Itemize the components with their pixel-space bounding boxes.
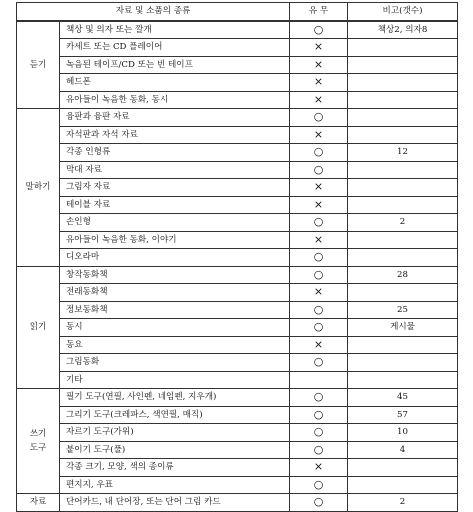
note-cell: 10	[348, 424, 458, 442]
item-cell: 동시	[60, 319, 290, 337]
item-cell: 전래동화책	[60, 284, 290, 302]
table-row	[17, 424, 458, 442]
item-cell: 각종 인형류	[60, 144, 290, 162]
note-cell	[348, 476, 458, 494]
table-row	[17, 441, 458, 459]
item-cell: 헤드폰	[60, 74, 290, 92]
category-cell: 듣기	[17, 21, 60, 109]
item-cell: 붙이기 도구(풀)	[60, 441, 290, 459]
availability-cell: ○	[290, 249, 348, 267]
availability-cell: ○	[290, 21, 348, 39]
item-cell: 그림자 자료	[60, 179, 290, 197]
note-cell	[348, 371, 458, 389]
item-cell: 필기 도구(연필, 사인펜, 네임펜, 지우개)	[60, 389, 290, 407]
item-cell: 정보동화책	[60, 301, 290, 319]
table-row	[17, 371, 458, 389]
table-row	[17, 74, 458, 92]
note-cell: 책상2, 의자8	[348, 21, 458, 39]
note-cell	[348, 336, 458, 354]
category-cell: 자료	[17, 494, 60, 512]
note-cell	[348, 74, 458, 92]
item-cell: 테이블 자료	[60, 196, 290, 214]
availability-cell: ×	[290, 91, 348, 109]
note-cell	[348, 284, 458, 302]
note-cell: 45	[348, 389, 458, 407]
availability-cell: ○	[290, 406, 348, 424]
availability-cell	[290, 371, 348, 389]
availability-cell: ×	[290, 196, 348, 214]
header-note: 비고(갯수)	[348, 3, 458, 21]
item-cell: 손인형	[60, 214, 290, 232]
table-row	[17, 126, 458, 144]
note-cell	[348, 354, 458, 372]
availability-cell: ○	[290, 266, 348, 284]
table-row	[17, 301, 458, 319]
note-cell	[348, 196, 458, 214]
table-row	[17, 144, 458, 162]
table-row	[17, 161, 458, 179]
table-row	[17, 39, 458, 57]
table-row	[17, 494, 458, 512]
note-cell: 2	[348, 214, 458, 232]
note-cell	[348, 91, 458, 109]
item-cell: 편지지, 우표	[60, 476, 290, 494]
note-cell	[348, 109, 458, 127]
category-cell: 말하기	[17, 109, 60, 267]
note-cell: 57	[348, 406, 458, 424]
header-type: 자료 및 소품의 종류	[17, 3, 290, 21]
item-cell: 창작동화책	[60, 266, 290, 284]
item-cell: 녹음된 테이프/CD 또는 빈 테이프	[60, 56, 290, 74]
availability-cell: ×	[290, 74, 348, 92]
availability-cell: ○	[290, 354, 348, 372]
availability-cell: ×	[290, 284, 348, 302]
category-cell: 읽기	[17, 266, 60, 389]
table-row	[17, 319, 458, 337]
availability-cell: ○	[290, 441, 348, 459]
availability-cell: ○	[290, 161, 348, 179]
note-cell: 게시물	[348, 319, 458, 337]
category-cell: 쓰기 도구	[17, 389, 60, 494]
availability-cell: ×	[290, 56, 348, 74]
note-cell	[348, 126, 458, 144]
table-row	[17, 196, 458, 214]
table-row	[17, 231, 458, 249]
table-row	[17, 284, 458, 302]
item-cell: 책상 및 의자 또는 깔개	[60, 21, 290, 39]
item-cell: 융판과 융판 자료	[60, 109, 290, 127]
item-cell: 막대 자료	[60, 161, 290, 179]
note-cell: 2	[348, 494, 458, 512]
availability-cell: ○	[290, 214, 348, 232]
availability-cell: ×	[290, 126, 348, 144]
availability-cell: ○	[290, 319, 348, 337]
item-cell: 디오라마	[60, 249, 290, 267]
item-cell: 유아들이 녹음한 동화, 이야기	[60, 231, 290, 249]
header-yn: 유 무	[290, 3, 348, 21]
table-row	[17, 476, 458, 494]
table-row	[17, 56, 458, 74]
note-cell	[348, 459, 458, 477]
availability-cell: ×	[290, 231, 348, 249]
availability-cell: ○	[290, 144, 348, 162]
inventory-table-wrapper	[16, 2, 458, 512]
table-row	[17, 91, 458, 109]
availability-cell: ×	[290, 336, 348, 354]
table-row	[17, 336, 458, 354]
item-cell: 카세트 또는 CD 플레이어	[60, 39, 290, 57]
table-row	[17, 249, 458, 267]
table-row	[17, 179, 458, 197]
availability-cell: ○	[290, 109, 348, 127]
item-cell: 자르기 도구(가위)	[60, 424, 290, 442]
availability-cell: ○	[290, 389, 348, 407]
note-cell: 25	[348, 301, 458, 319]
note-cell	[348, 161, 458, 179]
availability-cell: ×	[290, 179, 348, 197]
note-cell	[348, 231, 458, 249]
table-row	[17, 214, 458, 232]
item-cell: 각종 크기, 모양, 색의 종이류	[60, 459, 290, 477]
table-row	[17, 389, 458, 407]
note-cell: 28	[348, 266, 458, 284]
table-body	[17, 21, 458, 512]
item-cell: 그리기 도구(크레파스, 색연필, 매직)	[60, 406, 290, 424]
item-cell: 단어카드, 내 단어장, 또는 단어 그림 카드	[60, 494, 290, 512]
table-row	[17, 109, 458, 127]
item-cell: 동요	[60, 336, 290, 354]
table-row	[17, 21, 458, 39]
table-row	[17, 459, 458, 477]
materials-inventory-table	[16, 2, 458, 512]
note-cell	[348, 249, 458, 267]
availability-cell: ×	[290, 39, 348, 57]
item-cell: 기타	[60, 371, 290, 389]
table-row	[17, 354, 458, 372]
table-row	[17, 406, 458, 424]
availability-cell: ○	[290, 301, 348, 319]
availability-cell: ○	[290, 476, 348, 494]
table-header-row	[17, 3, 458, 21]
availability-cell: ○	[290, 494, 348, 512]
note-cell: 4	[348, 441, 458, 459]
note-cell	[348, 39, 458, 57]
item-cell: 그림동화	[60, 354, 290, 372]
item-cell: 자석판과 자석 자료	[60, 126, 290, 144]
availability-cell: ○	[290, 424, 348, 442]
item-cell: 유아들이 녹음한 동화, 동시	[60, 91, 290, 109]
note-cell: 12	[348, 144, 458, 162]
table-row	[17, 266, 458, 284]
note-cell	[348, 179, 458, 197]
note-cell	[348, 56, 458, 74]
availability-cell: ×	[290, 459, 348, 477]
